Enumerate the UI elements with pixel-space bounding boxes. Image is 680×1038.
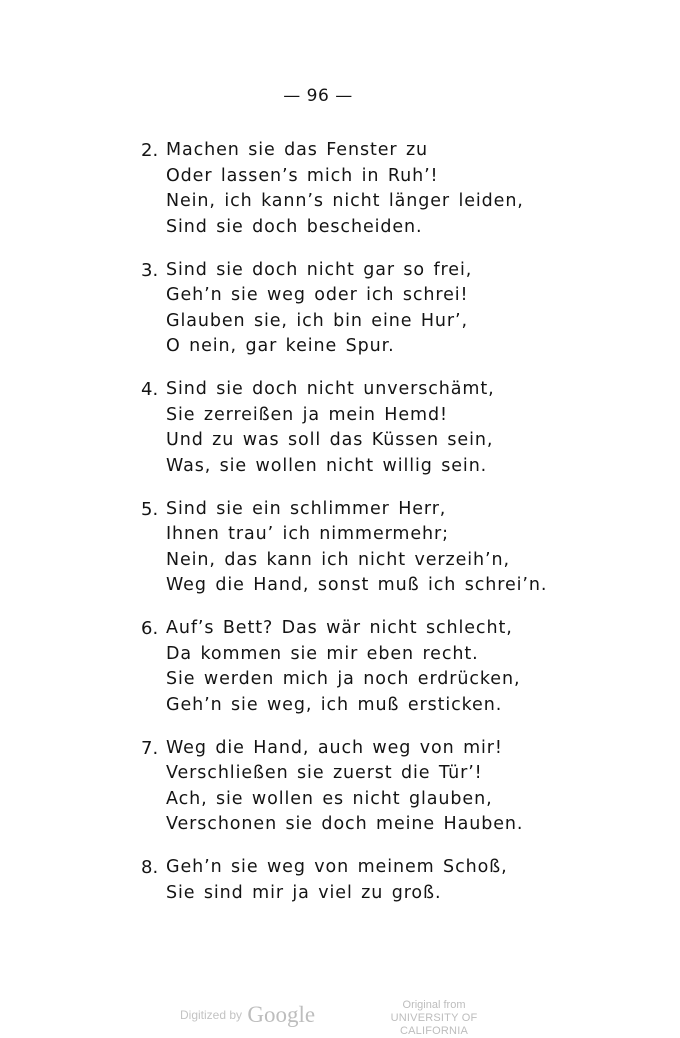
verse-line: Weg die Hand, auch weg von mir!: [166, 737, 503, 758]
stanza-number: 3.: [141, 259, 159, 281]
stanza-lines: [166, 855, 661, 906]
stanza-lines: [166, 736, 661, 838]
verse-line: O nein, gar keine Spur.: [166, 336, 395, 356]
page-number: — 96 —: [283, 86, 353, 106]
verse-line: Geh’n sie weg oder ich schrei!: [166, 285, 469, 305]
stanza-number: 6.: [141, 618, 159, 639]
stanza-number: 4.: [141, 379, 159, 400]
stanza-8: [141, 855, 661, 906]
stanza-number: 8.: [141, 857, 159, 878]
institution-name: UNIVERSITY OF CALIFORNIA: [390, 1012, 478, 1037]
stanza-5: [141, 497, 661, 599]
verse-line: Glauben sie, ich bin eine Hur’,: [166, 310, 468, 331]
poem: [141, 138, 661, 924]
stanza-lines: [166, 497, 661, 599]
verse-line: Weg die Hand, sonst muß ich schrei’n.: [166, 575, 548, 595]
verse-line: Sind sie doch nicht gar so frei,: [166, 259, 473, 280]
verse-line: Ihnen trau’ ich nimmermehr;: [166, 524, 449, 544]
verse-line: Oder lassen’s mich in Ruh’!: [166, 165, 439, 186]
verse-line: Was, sie wollen nicht willig sein.: [166, 455, 488, 476]
stanza-lines: [166, 377, 661, 479]
original-from-label: Original from: [402, 999, 466, 1011]
digitized-by-label: Digitized by: [180, 1008, 243, 1022]
verse-line: Nein, das kann ich nicht verzeih’n,: [166, 549, 510, 570]
verse-line: Sie sind mir ja viel zu groß.: [166, 882, 442, 903]
verse-line: Sie werden mich ja noch erdrücken,: [166, 669, 521, 689]
verse-line: Nein, ich kann’s nicht länger leiden,: [166, 191, 524, 211]
stanza-number: 5.: [141, 498, 159, 520]
verse-line: Machen sie das Fenster zu: [166, 140, 429, 160]
stanza-lines: [166, 258, 661, 360]
stanza-number: 2.: [141, 140, 159, 161]
verse-line: Geh’n sie weg von meinem Schoß,: [166, 857, 508, 877]
stanza-lines: [166, 138, 661, 240]
verse-line: Verschließen sie zuerst die Tür’!: [166, 763, 483, 783]
verse-line: Sind sie doch nicht unverschämt,: [166, 379, 495, 399]
verse-line: Verschonen sie doch meine Hauben.: [166, 814, 524, 834]
verse-line: Sind sie ein schlimmer Herr,: [166, 498, 447, 519]
verse-line: Da kommen sie mir eben recht.: [166, 643, 479, 664]
verse-line: Auf’s Bett? Das wär nicht schlecht,: [166, 618, 513, 638]
stanza-lines: [166, 616, 661, 718]
digitization-footer: [0, 996, 680, 1036]
verse-line: Geh’n sie weg, ich muß ersticken.: [166, 694, 503, 715]
google-logo: Google: [247, 1002, 316, 1027]
stanza-2: [141, 138, 661, 240]
verse-line: Und zu was soll das Küssen sein,: [166, 430, 494, 450]
stanza-number: 7.: [141, 737, 159, 759]
stanza-4: [141, 377, 661, 479]
original-from-watermark: [368, 999, 500, 1038]
stanza-3: [141, 258, 661, 360]
stanza-6: [141, 616, 661, 718]
verse-line: Sind sie doch bescheiden.: [166, 216, 423, 237]
digitized-by-watermark: [180, 1002, 315, 1028]
verse-line: Ach, sie wollen es nicht glauben,: [166, 788, 493, 809]
stanza-7: [141, 736, 661, 838]
verse-line: Sie zerreißen ja mein Hemd!: [166, 404, 448, 425]
